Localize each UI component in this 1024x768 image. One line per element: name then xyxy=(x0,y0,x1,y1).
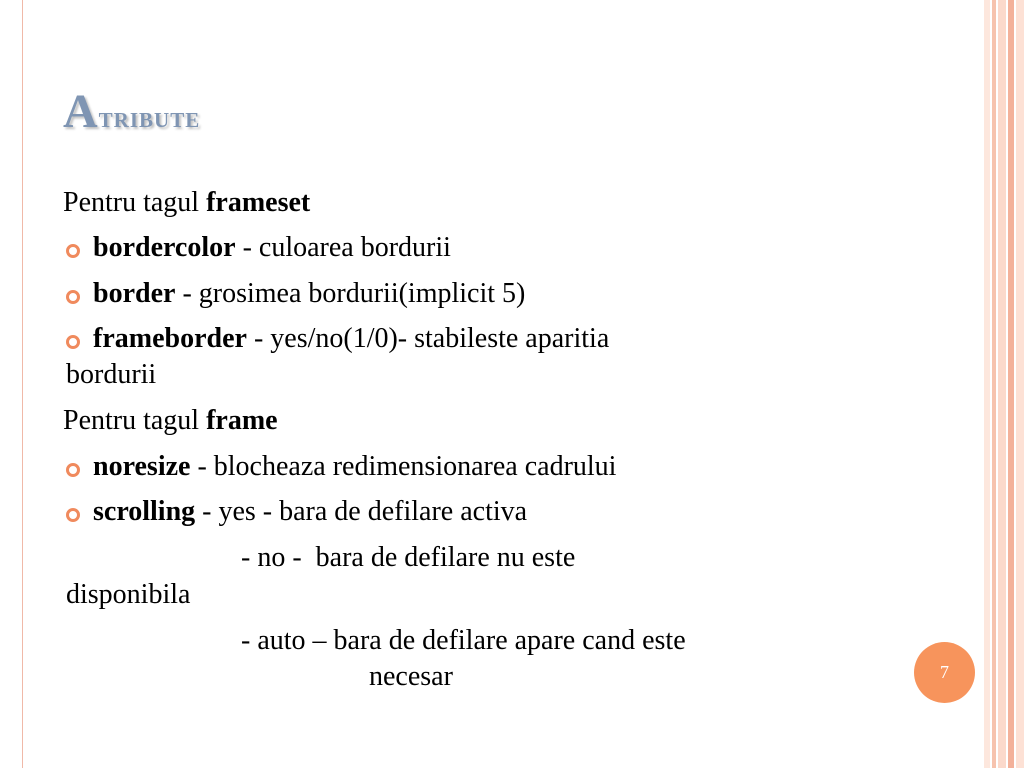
page-number: 7 xyxy=(940,662,949,682)
bullet-icon xyxy=(66,244,80,258)
list-item xyxy=(93,495,527,529)
decorative-side-stripes xyxy=(984,0,1024,768)
list-item-continuation: bordurii xyxy=(66,359,157,390)
bullet-icon xyxy=(66,290,80,304)
scrolling-auto-line: - auto – bara de defilare apare cand este xyxy=(241,625,686,656)
heading-tag: frameset xyxy=(206,187,311,218)
item-desc: - blocheaza redimensionarea cadrului xyxy=(190,451,617,482)
page-number-badge xyxy=(914,642,975,703)
item-desc: - yes/no(1/0)- stabileste aparitia xyxy=(246,323,610,354)
item-desc: - grosimea bordurii(implicit 5) xyxy=(175,278,526,309)
list-item xyxy=(93,322,609,356)
item-term: noresize xyxy=(93,451,191,482)
item-desc: - culoarea bordurii xyxy=(235,232,451,263)
slide-title-rest: tribute xyxy=(98,101,201,134)
section-heading-frame xyxy=(63,404,278,438)
left-slide-border-line xyxy=(22,0,23,768)
scrolling-no-line: - no - bara de defilare nu este xyxy=(241,542,576,573)
heading-prefix: Pentru tagul xyxy=(63,187,207,218)
item-term: bordercolor xyxy=(93,232,236,263)
item-term: scrolling xyxy=(93,496,196,527)
bullet-icon xyxy=(66,508,80,522)
list-item xyxy=(93,231,451,265)
scrolling-auto-continuation: necesar xyxy=(369,661,453,692)
slide-title-initial: A xyxy=(63,85,99,138)
list-item xyxy=(93,450,616,484)
item-term: frameborder xyxy=(93,323,247,354)
heading-tag: frame xyxy=(206,405,278,436)
item-desc: - yes - bara de defilare activa xyxy=(195,496,528,527)
item-term: border xyxy=(93,278,176,309)
bullet-icon xyxy=(66,463,80,477)
bullet-icon xyxy=(66,335,80,349)
heading-prefix: Pentru tagul xyxy=(63,405,207,436)
list-item xyxy=(93,277,525,311)
slide-title xyxy=(63,84,200,139)
scrolling-no-continuation: disponibila xyxy=(66,579,191,610)
section-heading-frameset xyxy=(63,186,310,220)
